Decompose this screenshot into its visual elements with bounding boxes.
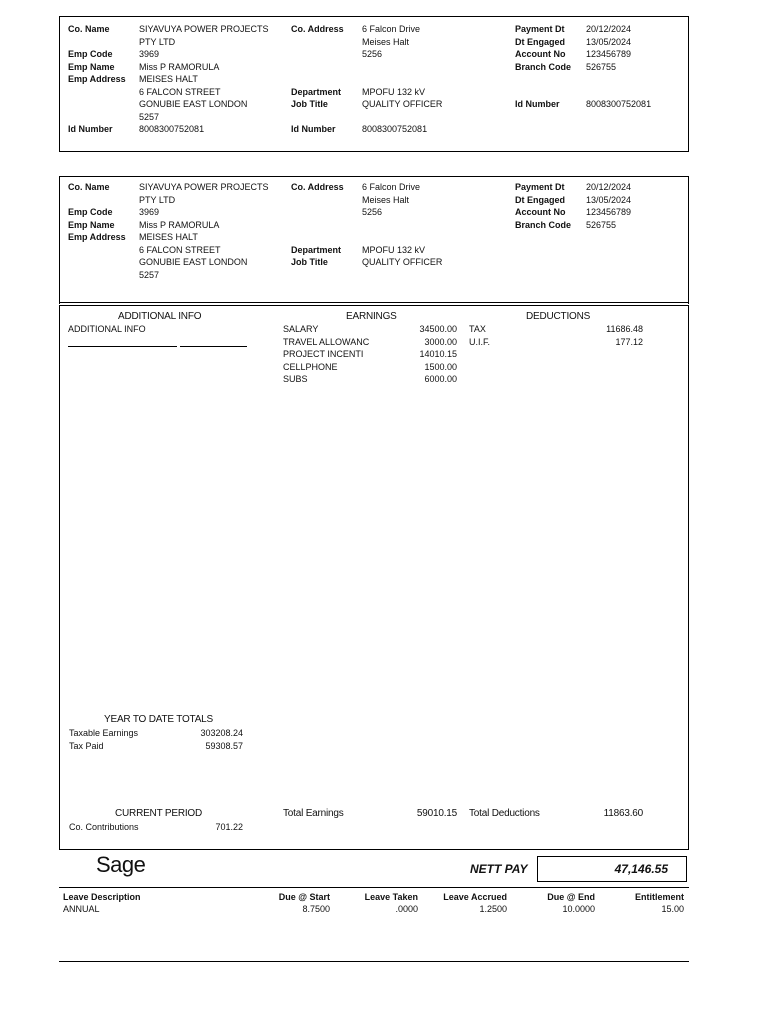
leave-header-entitlement: Entitlement [634,892,684,902]
earning-amount: 3000.00 [424,336,457,347]
header1-values-right: 20/12/2024 13/05/2024 123456789 526755 8008300752081 [586,24,652,109]
co-contributions-label: Co. Contributions [69,822,139,832]
current-period-heading: CURRENT PERIOD [115,808,203,819]
deductions-heading: DEDUCTIONS [526,311,591,322]
deductions-names [469,323,490,348]
ytd-names [69,727,138,752]
header2-values-left: SIYAVUYA POWER PROJECTS PTY LTD 3969 Miss P RAMORULA MEISES HALT 6 FALCON STREET GONUBIE EAST LONDON 5257 [139,182,269,280]
ytd-amount: 303208.24 [200,728,243,738]
deduction-name: TAX [469,324,486,334]
header2-labels-right: Payment Dt Dt Engaged Account No Branch Code [515,182,572,230]
leave-header-due-end: Due @ End [547,892,595,902]
deduction-name: U.I.F. [469,336,491,347]
sage-logo: Sage [96,852,146,877]
leave-header-due-start: Due @ Start [278,892,330,902]
earning-name: SALARY [283,324,319,334]
total-earnings-value: 59010.15 [416,808,457,819]
header2-labels-mid: Co. Address Department Job Title [291,182,344,267]
header1-values-mid: 6 Falcon Drive Meises Halt 5256 MPOFU 132 kV QUALITY OFFICER 8008300752081 [362,24,443,134]
deduction-amount: 177.12 [615,336,643,347]
earning-name: PROJECT INCENTI [283,349,364,359]
ytd-heading: YEAR TO DATE TOTALS [104,714,214,725]
deduction-amount: 11686.48 [606,324,643,334]
header1-labels-left: Co. Name Emp Code Emp Name Emp Address Id Number [68,24,126,134]
nett-pay-box [537,856,687,882]
earning-amount: 6000.00 [424,374,457,384]
leave-row-due-start: 8.7500 [302,904,330,914]
earning-name: TRAVEL ALLOWANC [283,336,370,347]
leave-row-description: ANNUAL [63,904,100,914]
ytd-name: Taxable Earnings [69,728,139,738]
leave-row-taken: .0000 [395,904,418,914]
header2-values-right: 20/12/2024 13/05/2024 123456789 526755 [586,182,632,230]
co-contributions-value: 701.22 [215,822,243,832]
header1-labels-mid: Co. Address Department Job Title Id Number [291,24,344,134]
header1-values-left: SIYAVUYA POWER PROJECTS PTY LTD 3969 Miss P RAMORULA MEISES HALT 6 FALCON STREET GONUBIE EAST LONDON 5257 8008300752081 [139,24,269,134]
header2-values-mid: 6 Falcon Drive Meises Halt 5256 MPOFU 132 kV QUALITY OFFICER [362,182,443,267]
earning-name: CELLPHONE [283,361,338,372]
total-earnings-label: Total Earnings [283,808,344,819]
leave-bottom-line [59,961,689,962]
header1-labels-right: Payment Dt Dt Engaged Account No Branch Code Id Number [515,24,572,109]
earnings-names [283,323,369,386]
leave-row-accrued: 1.2500 [479,904,507,914]
earning-name: SUBS [283,374,308,384]
leave-row-due-end: 10.0000 [562,904,595,914]
total-deductions-label: Total Deductions [469,808,540,819]
header2-labels-left: Co. Name Emp Code Emp Name Emp Address [68,182,126,242]
additional-info-underline-1 [68,346,177,347]
deductions-amounts [582,323,643,348]
earning-amount: 34500.00 [419,324,457,334]
earning-amount: 1500.00 [424,361,457,372]
leave-row-entitlement: 15.00 [661,904,684,914]
leave-header-accrued: Leave Accrued [443,892,507,902]
ytd-name: Tax Paid [69,740,104,751]
earnings-amounts [397,323,457,386]
ytd-amount: 59308.57 [205,740,243,751]
additional-info-underline-2 [180,346,247,347]
leave-header-description: Leave Description [63,892,141,902]
additional-info-heading: ADDITIONAL INFO [118,311,202,322]
earning-amount: 14010.15 [419,349,457,359]
body-divider [59,302,689,303]
nett-pay-value: 47,146.55 [614,862,668,876]
leave-top-line [59,887,689,888]
earnings-heading: EARNINGS [346,311,397,322]
leave-header-taken: Leave Taken [364,892,418,902]
total-deductions-value: 11863.60 [603,808,643,819]
payslip-body [59,305,689,850]
ytd-amounts [182,727,243,752]
nett-pay-label: NETT PAY [470,862,528,876]
additional-info-line: ADDITIONAL INFO [68,324,146,334]
